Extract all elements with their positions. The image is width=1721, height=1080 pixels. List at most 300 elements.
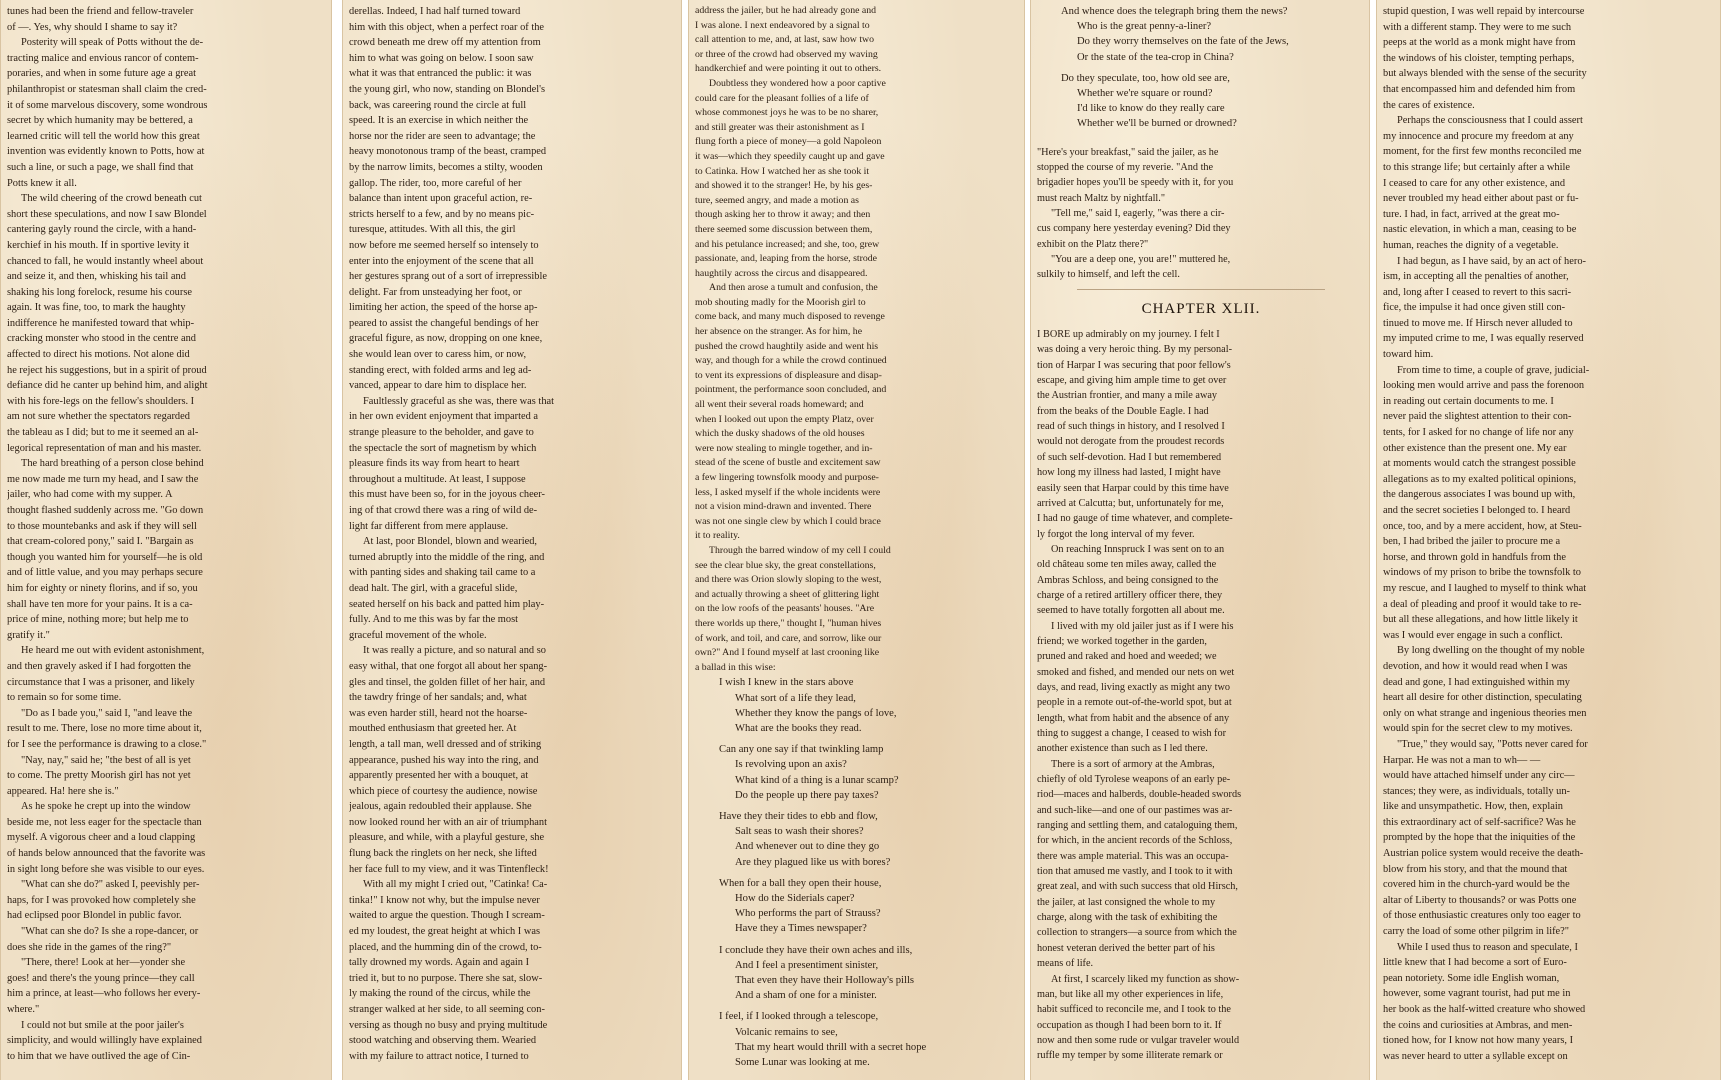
text-line: ruffle my temper by some illiterate remark or (1037, 1050, 1223, 1062)
verse-line: I feel, if I looked through a telescope, (719, 1011, 879, 1023)
verse-line: Are they plagued like us with bores? (735, 856, 891, 868)
text-line: charge of a retired artillery officer there, they (1037, 589, 1223, 601)
text-line: sulkily to himself, and left the cell. (1037, 269, 1180, 281)
text-line: covered him in the church-yard would be the (1383, 879, 1570, 891)
verse-line: Is revolving upon an axis? (735, 759, 847, 771)
text-line: myself. A vigorous cheer and a loud clapping (7, 832, 196, 844)
text-line: from the beaks of the Double Eagle. I had (1037, 405, 1209, 417)
text-line: tion of Harpar I was securing that poor fellow's (1037, 359, 1231, 371)
text-line: habit sufficed to reconcile me, and I took to the (1037, 1004, 1231, 1016)
text-line: of hands below announced that the favorite was (7, 848, 206, 860)
text-line: he reject his suggestions, but in a spirit of proud (7, 364, 207, 376)
text-line: pleasure, and while, with a playful gesture, she (349, 832, 545, 844)
text-line: pleasure finds its way from heart to heart (349, 458, 520, 470)
text-line: other existence than the present one. My ear (1383, 442, 1567, 454)
text-line: standing erect, with folded arms and leg ad- (349, 364, 532, 376)
text-line: a deal of pleading and proof it would take to re- (1383, 598, 1582, 610)
text-line: riod—maces and halberds, double-headed swords (1037, 789, 1242, 801)
verse-line: How do the Siderials caper? (735, 892, 855, 904)
text-line: had eclipsed poor Blondel in public favor. (7, 910, 182, 922)
text-line: Posterity will speak of Potts without the de- (21, 37, 204, 49)
text-line: Doubtless they wondered how a poor captive (709, 77, 886, 89)
text-line: with panting sides and shaking tail came to a (349, 567, 536, 579)
text-line: a ballad in this wise: (695, 661, 776, 673)
column-4-text (1037, 4, 1365, 1064)
verse-line: And whenever out to dine they go (735, 841, 880, 853)
text-line: fice, the impulse it had once given still con- (1383, 302, 1566, 314)
text-line: him to what was going on below. I soon saw (349, 52, 534, 64)
column-1-text (7, 4, 327, 1064)
text-line: great zeal, and with such success that old Hirsch, (1037, 881, 1238, 893)
text-line: own?" And I found myself at last crooning like (695, 647, 880, 659)
text-line: Perhaps the consciousness that I could assert (1397, 115, 1583, 127)
text-line: not a vision mind-drawn and invented. There (695, 501, 872, 513)
text-line: smoked and fished, and mended our nets on wet (1037, 666, 1235, 678)
column-5-text (1383, 4, 1716, 1064)
text-line: to this strange life; but certainly after a while (1383, 161, 1570, 173)
text-line: must reach Maltz by nightfall." (1037, 192, 1166, 204)
text-line: in sight long before she was visible to our eyes. (7, 863, 205, 875)
text-line: and there was Orion slowly sloping to the west, (695, 574, 882, 586)
verse-line: What are the books they read. (735, 722, 862, 734)
text-line: less, I asked myself if the whole incidents were (695, 486, 881, 498)
verse-line: That my heart would thrill with a secret hope (735, 1041, 927, 1053)
text-line: in her own evident enjoyment that imparted a (349, 411, 538, 423)
text-line: but all these allegations, and how little likely it (1383, 614, 1578, 626)
verse-divider (1077, 138, 1325, 139)
text-line: the cares of existence. (1383, 99, 1475, 111)
text-line: On reaching Innspruck I was sent on to an (1051, 543, 1225, 555)
text-line: him with this object, when a perfect roar of the (349, 21, 545, 33)
text-line: vanced, appear to dare him to displace her. (349, 380, 527, 392)
text-line: The hard breathing of a person close behind (21, 458, 204, 470)
text-line: tried it, but to no purpose. There she sat, slow- (349, 972, 543, 984)
column-1 (0, 0, 332, 1080)
verse-line: And whence does the telegraph bring them the news? (1061, 6, 1288, 17)
column-5 (1376, 0, 1721, 1080)
text-line: pruned and raked and hoed and weeded; we (1037, 651, 1217, 663)
text-line: thing to suggest a change, I ceased to wish for (1037, 728, 1227, 739)
text-line: stupid question, I was well repaid by intercourse (1383, 6, 1585, 17)
text-line: occupation as though I had been born to it. If (1037, 1019, 1222, 1031)
text-line: jealous, again redoubled their applause. She (349, 801, 532, 813)
text-line: Ambras Schloss, and being consigned to the (1037, 574, 1219, 586)
text-line: moment, for the first few months reconciled me (1383, 146, 1582, 158)
text-line: such a line, or such a page, we shall find that (7, 161, 194, 173)
text-line: the spectacle the sort of magnetism by which (349, 442, 537, 454)
text-line: how long my illness had lasted, I might have (1037, 467, 1221, 479)
verse-line: I conclude they have their own aches and ills, (719, 944, 913, 956)
text-line: the tawdry fringe of her sandals; and, what (349, 692, 527, 704)
text-line: derellas. Indeed, I had half turned toward (349, 6, 521, 17)
text-line: for I see the performance is drawing to a close." (7, 738, 207, 750)
verse-line: Volcanic remains to see, (735, 1026, 838, 1038)
text-line: gallop. The rider, too, more careful of her (349, 177, 522, 189)
text-line: easily seen that Harpar could by this time have (1037, 482, 1229, 494)
text-line: light far different from mere applause. (349, 520, 509, 532)
text-line: does she ride in the games of the ring?" (7, 941, 172, 953)
text-line: whose commonest joys he was to be no sharer, (695, 107, 879, 119)
chapter-heading: CHAPTER XLII. (1141, 300, 1261, 317)
text-line: allegations as to my exalted political opinions, (1383, 473, 1577, 485)
text-line: of —. Yes, why should I shame to say it? (7, 21, 178, 33)
text-line: nastic elevation, in which a man, ceasing to be (1383, 224, 1577, 236)
text-line: crowd beneath me drew off my attention from (349, 37, 541, 49)
text-line: shaking his long forelock, resume his course (7, 286, 192, 298)
text-line: what it was that entranced the public: it was (349, 68, 532, 80)
verse-line: What sort of a life they lead, (735, 692, 856, 704)
verse-line: Do the people up there pay taxes? (735, 789, 879, 801)
text-line: she would lean over to caress him, or now, (349, 349, 527, 361)
text-line: now looked round her with an air of triumphant (349, 816, 547, 828)
text-line: and actually throwing a sheet of glittering light (695, 588, 880, 600)
verse-line: Who performs the part of Strauss? (735, 908, 881, 920)
text-line: and seize it, and then, whisking his tail and (7, 271, 186, 283)
text-line: old château some ten miles away, called the (1037, 559, 1217, 571)
text-line: means of life. (1037, 958, 1094, 970)
text-line: another existence than such as I led there. (1037, 743, 1208, 755)
text-line: it was—which they speedily caught up and gave (695, 150, 885, 162)
text-line: never troubled my head either about past or fu- (1383, 193, 1579, 205)
text-line: result to me. There, lose no more time about it, (7, 723, 202, 735)
text-line: With all my might I cried out, "Catinka! Ca- (363, 879, 548, 891)
text-line: dead halt. The girl, with a graceful slide, (349, 582, 518, 594)
text-line: fully. And to me this was by far the most (349, 614, 519, 626)
text-line: length, what from habit and the absence of any (1037, 712, 1230, 724)
text-line: appearance, pushed his way into the ring, and (349, 754, 539, 766)
text-line: passionate, and, leaping from the horse, strode (695, 253, 878, 265)
text-line: seated herself on his back and patted him play- (349, 598, 545, 610)
text-line: escape, and giving him ample time to get over (1037, 375, 1227, 387)
text-line: secret by which humanity may be bettered, a (7, 115, 193, 127)
text-line: waited to argue the question. Though I scream- (349, 910, 545, 922)
text-line: "There, there! Look at her—yonder she (21, 957, 186, 969)
text-line: speed. It is an exercise in which neither the (349, 115, 529, 127)
text-line: it of some marvelous discovery, some wondrous (7, 99, 208, 111)
verse-line: Whether we'll be burned or drowned? (1077, 118, 1237, 130)
text-line: by the narrow limits, becomes a stilty, wooden (349, 161, 543, 173)
text-line: ed my loudest, the great height at which I was (349, 926, 541, 938)
text-line: come back, and many much disposed to revenge (695, 311, 885, 323)
text-line: with my failure to attract notice, I turned to (349, 1050, 529, 1062)
text-line: graceful figure, as now, dropping on one knee, (349, 333, 543, 345)
text-line: I could not but smile at the poor jailer's (21, 1019, 184, 1031)
text-line: this extraordinary act of self-sacrifice? Was he (1383, 816, 1576, 828)
text-line: where." (7, 1004, 40, 1015)
text-line: I lived with my old jailer just as if I were his (1051, 620, 1234, 632)
text-line: Harpar. He was not a man to wh— — (1383, 754, 1541, 766)
text-line: gratify it." (7, 629, 50, 641)
text-line: the tableau as I did; but to me it seemed an al- (7, 427, 199, 439)
text-line: friend; we worked together in the garden, (1037, 635, 1207, 647)
text-line: my innocence and procure my freedom at any (1383, 130, 1574, 142)
text-line: would spin for the secret clew to my motives. (1383, 723, 1573, 735)
text-line: which piece of courtesy the audience, nowise (349, 785, 538, 797)
text-line: was doing a very heroic thing. By my personal- (1037, 344, 1232, 356)
text-line: indifference he manifested toward that whip- (7, 317, 195, 329)
text-line: It was really a picture, and so natural and so (363, 645, 546, 657)
text-line: philanthropist or statesman shall claim the cred- (7, 83, 207, 95)
text-line: stood watching and observing them. Wearied (349, 1035, 537, 1047)
text-line: heart all desire for other distinction, speculating (1383, 692, 1582, 704)
verse-line: Do they speculate, too, how old see are, (1061, 72, 1230, 84)
text-line: I had begun, as I have said, by an act of hero- (1397, 255, 1586, 267)
text-line: goes! and there's the young prince—they call (7, 972, 195, 984)
text-line: By long dwelling on the thought of my noble (1397, 645, 1585, 657)
text-line: chanced to fall, he would instantly wheel about (7, 255, 204, 267)
verse-line: Who is the great penny-a-liner? (1077, 21, 1212, 33)
text-line: While I used thus to reason and speculate, I (1397, 941, 1578, 953)
text-line: Through the barred window of my cell I could (709, 544, 891, 556)
text-line: placed, and the humming din of the crowd, to- (349, 941, 542, 953)
text-line: As he spoke he crept up into the window (21, 801, 191, 813)
text-line: human, reaches the dignity of a vegetable. (1383, 239, 1559, 251)
text-line: turesque, attitudes. With all this, the girl (349, 224, 516, 236)
text-line: tinka!" I know not why, but the impulse never (349, 894, 540, 906)
text-line: "What can she do? Is she a rope-dancer, or (21, 926, 199, 938)
text-line: thought flashed suddenly across me. "Go down (7, 505, 204, 516)
text-line: with a different stamp. They were to me such (1383, 21, 1572, 33)
text-line: of those enthusiastic creatures only too eager to (1383, 910, 1581, 922)
verse-line: Salt seas to wash their shores? (735, 826, 864, 838)
column-2-text (349, 4, 677, 1064)
text-line: address the jailer, but he had already gone and (695, 5, 877, 16)
text-line: her gestures sprang out of a sort of irrepressible (349, 271, 547, 283)
text-line: for which, in the ancient records of the Schloss, (1037, 835, 1233, 847)
text-line: with his fore-legs on the fellow's shoulders. I (7, 395, 195, 407)
text-line: turned abruptly into the middle of the ring, and (349, 551, 545, 563)
text-line: charge, along with the task of exhibiting the (1037, 912, 1218, 924)
text-line: honest veteran derived the better part of his (1037, 942, 1215, 954)
text-line: peared to assist the changeful bendings of her (349, 317, 539, 329)
text-line: stances; they were, as individuals, totally un- (1383, 785, 1570, 797)
text-line: was even harder still, heard not the hoarse- (349, 707, 528, 719)
text-line: people in a remote out-of-the-world spot, but at (1037, 697, 1232, 709)
verse-line: What kind of a thing is a lunar scamp? (735, 774, 899, 786)
text-line: enter into the enjoyment of the scene that all (349, 255, 534, 267)
text-line: chiefly of old Tyrolese weapons of an early pe- (1037, 774, 1231, 786)
text-line: when I looked out upon the empty Platz, over (695, 413, 874, 425)
text-line: once, too, and by a mere accident, how, at Steu- (1383, 520, 1582, 532)
text-line: tracting malice and envious rancor of contem- (7, 52, 199, 64)
text-line: I had no gauge of time whatever, and complete- (1037, 513, 1233, 525)
text-line: Faultlessly graceful as she was, there was that (363, 395, 555, 407)
text-line: invention was evidently known to Potts, how at (7, 146, 205, 158)
text-line: gles and tinsel, the golden fillet of her hair, and (349, 676, 546, 688)
verse-line: When for a ball they open their house, (719, 877, 882, 889)
text-line: jailer, who had come with my supper. A (7, 489, 173, 501)
text-line: a few lingering townsfolk moody and purpose- (695, 472, 879, 483)
text-line: At first, I scarcely liked my function as show- (1051, 973, 1240, 985)
text-line: never paid the slightest attention to their con- (1383, 411, 1572, 423)
text-line: like and unsympathetic. How, then, explain (1383, 801, 1563, 813)
text-line: simplicity, and would willingly have explained (7, 1035, 202, 1047)
text-line: would not derogate from the proudest records (1037, 436, 1225, 448)
text-line: there worlds up there," thought I, "human hives (695, 617, 882, 629)
text-line: horse, and thrown gold in handfuls from the (1383, 551, 1566, 563)
text-line: him a prince, at least—who follows her every- (7, 988, 201, 1000)
text-line: tally drowned my words. Again and again I (349, 957, 530, 969)
text-line: tents, for I asked for no change of life nor any (1383, 427, 1574, 439)
text-line: "Tell me," said I, eagerly, "was there a cir- (1051, 208, 1225, 219)
text-line: graceful movement of the whole. (349, 629, 487, 641)
text-line: am not sure whether the spectators regarded (7, 411, 190, 423)
text-line: learned critic will tell the world how this great (7, 130, 200, 142)
text-line: windows of my prison to bribe the townsfolk to (1383, 567, 1581, 579)
text-line: tunes had been the friend and fellow-traveler (7, 6, 194, 17)
text-line: mob shouting madly for the Moorish girl to (695, 296, 866, 308)
text-line: peeps at the world as a monk might have from (1383, 37, 1576, 49)
text-line: him for eighty or ninety florins, and if so, you (7, 582, 198, 594)
text-line: at moments would catch the strangest possible (1383, 458, 1576, 470)
text-line: flung forth a piece of money—a gold Napoleon (695, 136, 882, 148)
text-line: dead and gone, I had extinguished within my (1383, 676, 1570, 688)
text-line: poraries, and when in some future age a great (7, 68, 196, 80)
text-line: limiting her action, the speed of the horse ap- (349, 302, 538, 314)
text-line: were now stealing to mingle together, and in- (695, 442, 873, 454)
text-line: only on what strange and ingenious theories men (1383, 707, 1587, 719)
text-line: stricts herself to a few, and by no means pic- (349, 208, 535, 220)
text-line: her absence on the stranger. As for him, he (695, 326, 863, 338)
text-line: and of little value, and you may perhaps secure (7, 567, 203, 579)
verse-line: Whether they know the pangs of love, (735, 707, 897, 719)
text-line: affected to direct his motions. Not alone did (7, 349, 190, 361)
ballad-verse (1037, 4, 1365, 132)
text-line: delight. Far from unsteadying her foot, or (349, 286, 522, 298)
text-line: but always blended with the sense of the security (1383, 68, 1587, 80)
text-line: was not one single clew by which I could brace (695, 515, 881, 527)
text-line: pushed the crowd haughtily aside and went his (695, 340, 879, 352)
text-line: short these speculations, and now I saw Blondel (7, 208, 207, 220)
verse-line: I wish I knew in the stars above (719, 677, 854, 689)
text-line: pointment, the performance soon concluded, and (695, 384, 887, 396)
text-line: legorical representation of man and his master. (7, 442, 202, 454)
text-line: Austrian police system would receive the death- (1383, 848, 1584, 860)
column-2 (342, 0, 682, 1080)
text-line: There is a sort of armory at the Ambras, (1051, 758, 1215, 770)
text-line: tinued to move me. If Hirsch never alluded to (1383, 317, 1573, 329)
verse-line: And a sham of one for a minister. (735, 990, 877, 1002)
text-line: seemed to have totally forgotten all about me. (1037, 605, 1225, 617)
text-line: the young girl, who now, standing on Blondel's (349, 83, 546, 95)
text-line: I ceased to care for any other existence, and (1383, 177, 1566, 189)
text-line: and still greater was their astonishment as I (695, 121, 865, 133)
text-line: length, a tall man, well dressed and of striking (349, 738, 542, 750)
text-line: and then gravely asked if I had forgotten the (7, 660, 191, 672)
text-line: though asking her to throw it away; and then (695, 209, 871, 221)
text-line: carry the load of some other pilgrim in life?" (1383, 926, 1570, 938)
text-line: Potts knew it all. (7, 177, 77, 189)
text-line: again. It was fine, too, to mark the haughty (7, 302, 186, 314)
text-line: easy withal, that one forgot all about her spang- (349, 660, 548, 672)
text-line: back, was careering round the circle at full (349, 99, 527, 111)
text-line: days, and read, living exactly as might any two (1037, 681, 1230, 693)
text-line: way, and though for a while the crowd continued (695, 355, 887, 367)
text-line: would have attached himself under any circ— (1383, 770, 1575, 782)
text-line: and showed it to the stranger! He, by his ges- (695, 180, 873, 192)
text-line: cracking monster who stood in the centre and (7, 333, 196, 345)
text-line: that cream-colored pony," said I. "Bargain as (7, 536, 194, 548)
verse-line: Or the state of the tea-crop in China? (1077, 51, 1234, 63)
text-line: my imputed crime to me, I was equally reserved (1383, 333, 1584, 345)
text-line: the dangerous associates I was bound up with, (1383, 489, 1576, 501)
text-line: price of mine, nothing more; but help me to (7, 614, 189, 626)
text-line: her book as the half-witted creature who showed (1383, 1004, 1586, 1015)
text-line: me now made me turn my head, and I saw the (7, 473, 199, 485)
text-line: stranger walked at her side, to all seeming con- (349, 1004, 545, 1015)
text-line: cantering gayly round the circle, with a hand- (7, 224, 197, 236)
text-line: the jailer, at last consigned the whole to my (1037, 896, 1216, 908)
verse-line: And I feel a presentiment sinister, (735, 959, 879, 971)
text-line: on the low roofs of the peasants' houses. "Are (695, 603, 875, 615)
text-line: man, but like all my other experiences in life, (1037, 988, 1224, 1000)
verse-line: Have they a Times newspaper? (735, 923, 867, 935)
verse-line: Some Lunar was looking at me. (735, 1056, 870, 1068)
text-line: "You are a deep one, you are!" muttered he, (1051, 254, 1231, 266)
ballad-verse (695, 675, 1020, 1070)
text-line: blow from his story, and that the mound that (1383, 863, 1568, 875)
text-line: there was ample material. This was an occupa- (1037, 850, 1229, 862)
text-line: "True," they would say, "Potts never cared for (1397, 738, 1588, 750)
text-line: this must have been so, for in the joyous cheer- (349, 489, 546, 501)
column-4 (1030, 0, 1370, 1080)
text-line: heavy monotonous tramp of the beast, cramped (349, 146, 547, 158)
verse-line: Whether we're square or round? (1077, 88, 1213, 100)
text-line: balance than intent upon graceful action, re- (349, 193, 533, 205)
text-line: toward him. (1383, 349, 1434, 361)
text-line: see the clear blue sky, the great constellations, (695, 559, 876, 571)
text-line: prompted by the hope that the iniquities of the (1383, 832, 1576, 844)
text-line: which the dusky shadows of the old houses (695, 428, 865, 440)
text-line: that encompassed him and defended him from (1383, 83, 1576, 95)
text-line: ly making the round of the circus, while the (349, 988, 531, 1000)
text-line: to him that we have outlived the age of Cin- (7, 1050, 191, 1062)
text-line: And then arose a tumult and confusion, the (709, 282, 878, 294)
text-line: From time to time, a couple of grave, judicial- (1397, 364, 1590, 376)
text-line: could care for the pleasant follies of a life of (695, 92, 869, 104)
text-line: "Nay, nay," said he; "the best of all is yet (21, 754, 191, 766)
text-line: collection to strangers—a source from which the (1037, 927, 1237, 939)
text-line: to Catinka. How I watched her as she took it (695, 165, 870, 177)
text-line: or three of the crowd had observed my waving (695, 48, 878, 60)
text-line: and his petulance increased; and she, too, grew (695, 238, 880, 250)
text-line: apparently presented her with a bouquet, at (349, 770, 529, 782)
text-line: of work, and toil, and care, and sorrow, like our (695, 632, 882, 644)
text-line: ism, in accepting all the penalties of another, (1383, 271, 1569, 283)
text-line: arrived at Calcutta; but, unfortunately for me, (1037, 497, 1224, 509)
text-line: kerchief in his mouth. If in sportive levity it (7, 239, 190, 251)
text-line: to those mountebanks and ask if they will sell (7, 520, 197, 532)
text-line: The wild cheering of the crowd beneath cut (21, 193, 202, 205)
text-line: all went their several roads homeward; and (695, 399, 864, 411)
text-line: strange pleasure to the beholder, and gave to (349, 427, 534, 439)
text-line: haps, for I was provoked how completely she (7, 894, 196, 906)
text-line: cus company here yesterday evening? Did they (1037, 223, 1231, 235)
text-line: was never heard to utter a syllable except on (1383, 1050, 1568, 1062)
text-line: ture, seemed angry, and made a motion as (695, 194, 859, 206)
text-line: exhibit on the Platz there?" (1037, 238, 1149, 250)
text-line: was I would ever engage in such a conflict. (1383, 629, 1563, 641)
text-line: "What can she do?" asked I, peevishly per- (21, 879, 200, 891)
text-line: in reading out certain documents to me. I (1383, 395, 1554, 407)
text-line: and, long after I ceased to revert to this sacri- (1383, 286, 1572, 298)
text-line: devotion, and how it would read when I was (1383, 660, 1568, 672)
text-line: throughout a multitude. At least, I suppose (349, 473, 526, 485)
verse-line: Have they their tides to ebb and flow, (719, 810, 878, 822)
text-line: I BORE up admirably on my journey. I felt I (1037, 329, 1220, 341)
text-line: appeared. Ha! here she is." (7, 785, 119, 797)
text-line: brigadier hopes you'll be speedy with it, for you (1037, 177, 1234, 189)
